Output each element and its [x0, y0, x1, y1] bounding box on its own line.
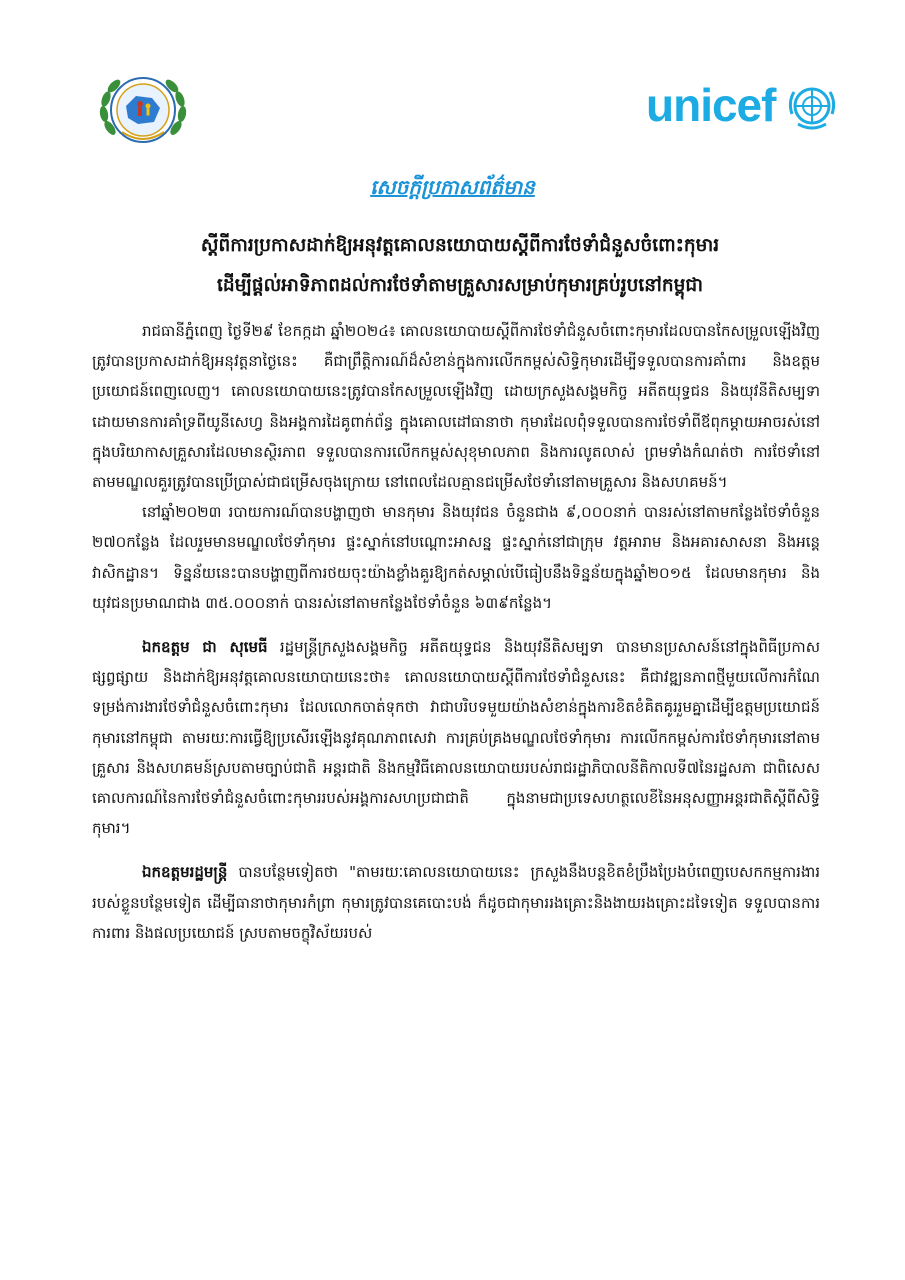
ministry-seal-icon — [92, 66, 194, 156]
press-release-kicker: សេចក្ដីប្រកាសព័ត៌មាន — [370, 175, 535, 199]
paragraph-2-text: នៅឆ្នាំ២០២៣ របាយការណ៍បានបង្ហាញថា មានកុមារ និងយុវជន ចំនួនជាង ៩,០០០នាក់ បានរស់នៅតាមកន្លែងថែទាំចំនួន ២៧០កន្លែង ដែលរួមមានមណ្ឌលថែទាំកុមារ ផ្ទះស្នាក់នៅបណ្ដោះអាសន្ន ផ្ទះស្នាក់នៅជាក្រុម វត្តអារាម និងអគារសាសនា និងអន្តេវាសិកដ្ឋាន។ ទិន្នន័យនេះបានបង្ហាញពីការថយចុះយ៉ាងខ្លាំងគួរឱ្យកត់សម្គាល់បើធៀបនឹងទិន្នន័យក្នុងឆ្នាំ២០១៥ ដែលមានកុមារ និងយុវជនប្រមាណជាង ៣៥.០០០នាក់ បានរស់នៅតាមកន្លែងថែទាំចំនួន ៦៣៩កន្លែង។ — [92, 503, 820, 612]
paragraph-4-text: បានបន្ថែមទៀតថា "តាមរយៈគោលនយោបាយនេះ ក្រសួងនឹងបន្តខិតខំប្រឹងប្រែងបំពេញបេសកកម្មការងាររបស់ខ្លួនបន្ថែមទៀត ដើម្បីធានាថាកុមារកំព្រា កុមារត្រូវបានគេបោះបង់ ក៏ដូចជាកុមាររងគ្រោះនិងងាយរងគ្រោះដទៃទៀត ទទួលបានការការពារ និងផលប្រយោជន៍ ស្របតាមចក្ខុវិស័យរបស់ — [92, 863, 820, 942]
paragraph-3-text: រដ្ឋមន្ត្រីក្រសួងសង្គមកិច្ច អតីតយុទ្ធជន និងយុវនីតិសម្បទា បានមានប្រសាសន៍នៅក្នុងពិធីប្រកាសផ្សព្វផ្សាយ និងដាក់ឱ្យអនុវត្តគោលនយោបាយនេះថា៖ គោលនយោបាយស្ដីពីការថែទាំជំនួសនេះ គឺជាវឌ្ឍនភាពថ្មីមួយលើការកំណែទម្រង់ការងារថែទាំជំនួសចំពោះកុមារ ដែលលោកចាត់ទុកថា វាជាបរិបទមួយយ៉ាងសំខាន់ក្នុងការខិតខំគិតគូររួមគ្នាដើម្បីឧត្តមប្រយោជន៍កុមារនៅកម្ពុជា តាមរយៈការធ្វើឱ្យប្រសើរឡើងនូវគុណភាពសេវា ការគ្រប់គ្រងមណ្ឌលថែទាំកុមារ ការលើកកម្ពស់ការថែទាំកុមារនៅតាមគ្រួសារ និងសហគមន៍ស្របតាមច្បាប់ជាតិ អន្តរជាតិ និងកម្មវិធីគោលនយោបាយរបស់រាជរដ្ឋាភិបាលនីតិកាលទី៧នៃរដ្ឋសភា ជាពិសេសគោលការណ៍នៃការថែទាំជំនួសចំពោះកុមាររបស់អង្គការសហប្រជាជាតិ ក្នុងនាមជាប្រទេសហត្ថលេខីនៃអនុសញ្ញាអន្តរជាតិស្ដីពីសិទ្ធិកុមារ។ — [92, 638, 820, 838]
unicef-logo — [646, 76, 846, 136]
paragraph-4-lead: ឯកឧត្តមរដ្ឋមន្ត្រី — [142, 863, 228, 882]
paragraph-3 — [92, 632, 820, 843]
unicef-emblem-icon — [786, 80, 838, 132]
paragraph-1-text: រាជធានីភ្នំពេញ ថ្ងៃទី២៩ ខែកក្កដា ឆ្នាំ២០២៤៖ គោលនយោបាយស្ដីពីការថែទាំជំនួសចំពោះកុមារដែលបានកែសម្រួលឡើងវិញ ត្រូវបានប្រកាសដាក់ឱ្យអនុវត្តនាថ្ងៃនេះ គឺជាព្រឹត្តិការណ៍ដ៏សំខាន់ក្នុងការលើកកម្ពស់សិទ្ធិកុមារដើម្បីទទួលបានការគាំពារ និងឧត្តមប្រយោជន៍ពេញលេញ។ គោលនយោបាយនេះត្រូវបានកែសម្រួលឡើងវិញ ដោយក្រសួងសង្គមកិច្ច អតីតយុទ្ធជន និងយុវនីតិសម្បទា ដោយមានការគាំទ្រពីយូនីសេហ្វ និងអង្គការដៃគូពាក់ព័ន្ធ ក្នុងគោលដៅធានាថា កុមារដែលពុំទទួលបានការថែទាំពីឪពុកម្ដាយអាចរស់នៅក្នុងបរិយាកាសគ្រួសារដែលមានស្ថិរភាព ទទួលបានការលើកកម្ពស់សុខុមាលភាព និងការលូតលាស់ ព្រមទាំងកំណត់ថា ការថែទាំនៅតាមមណ្ឌលគួរត្រូវបានប្រើប្រាស់ជាជម្រើសចុងក្រោយ នៅពេលដែលគ្មានជម្រើសថែទាំនៅតាមគ្រួសារ និងសហគមន៍។ — [92, 322, 820, 492]
headline-line-1: ស្ដីពីការប្រកាសដាក់ឱ្យអនុវត្តគោលនយោបាយស្ដីពីការថែទាំជំនួសចំពោះកុមារ — [200, 235, 720, 256]
paragraph-2 — [92, 497, 820, 618]
paragraph-4 — [92, 857, 820, 948]
paragraph-3-lead: ឯកឧត្តម ជា សុមេធី — [142, 638, 268, 657]
article-body — [92, 316, 820, 948]
paragraph-1 — [92, 316, 820, 497]
headline — [110, 226, 810, 306]
headline-line-2: ដើម្បីផ្ដល់អាទិភាពដល់ការថែទាំតាមគ្រួសារសម្រាប់កុមារគ្រប់រូបនៅកម្ពុជា — [217, 275, 703, 296]
unicef-wordmark: unicef — [646, 79, 776, 131]
